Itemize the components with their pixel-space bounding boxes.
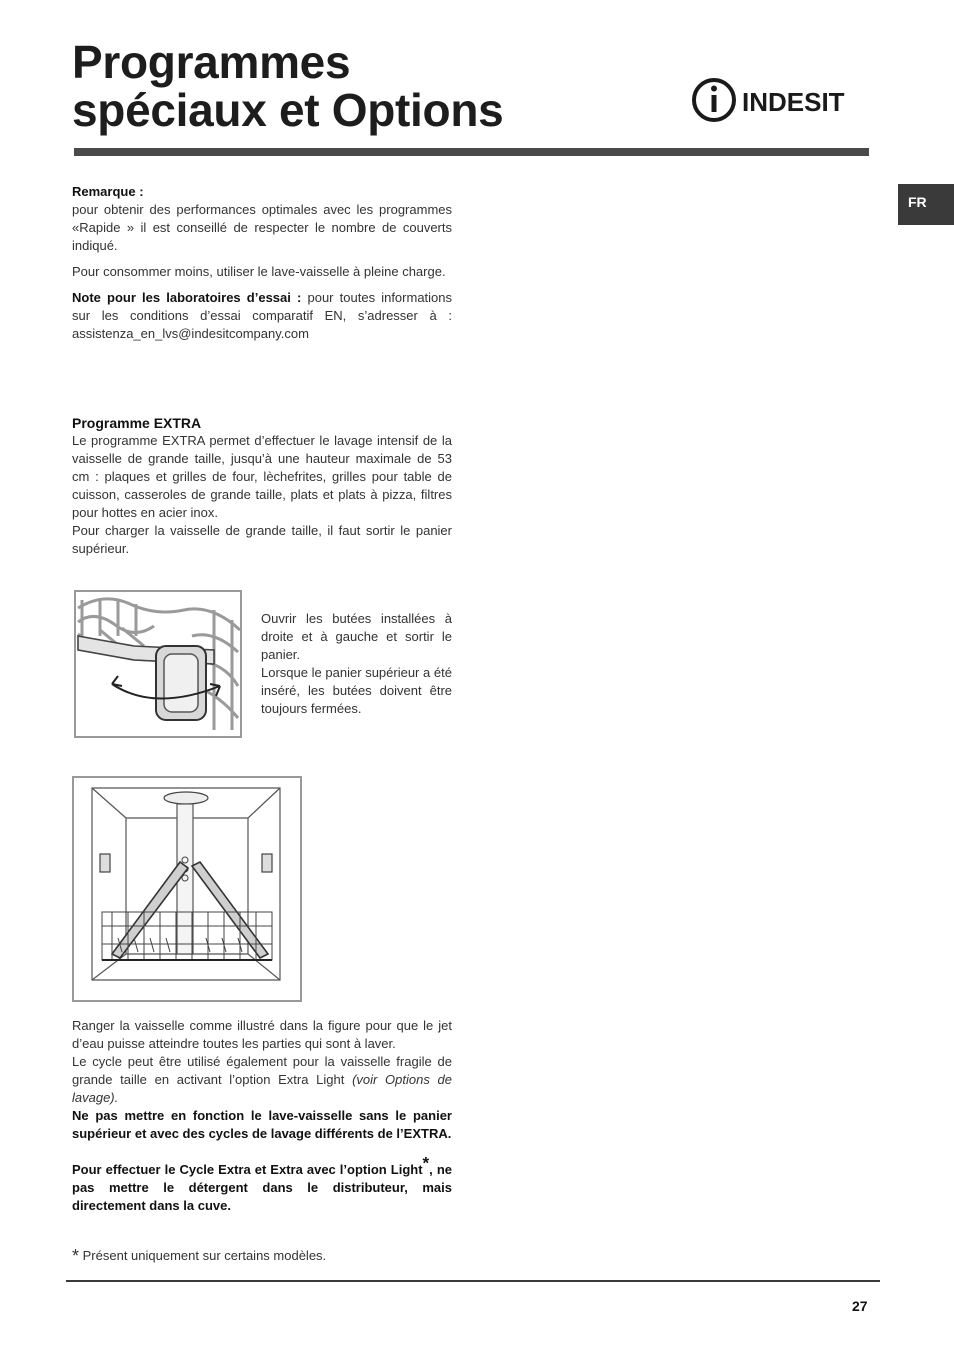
bottom-rule [66, 1280, 880, 1282]
loading-paragraph-2 [72, 1053, 452, 1107]
extra-section [72, 414, 452, 558]
extra-paragraph-1: Le programme EXTRA permet d’effectuer le lavage intensif de la vaisselle de grande taille, jusqu’à une hauteur maximale de 53 cm : plaques et grilles de four, lèchefrites, grilles pour table de cuisson, casseroles de grande taille, plats et plats à pizza, filtres pour hottes en acier inox. [72, 433, 452, 520]
page-title-line2: spéciaux et Options [72, 84, 504, 136]
remarks-paragraph-1: pour obtenir des performances optimales avec les programmes «Rapide » il est conseillé de respecter le nombre de couverts indiqué. [72, 202, 452, 253]
remarks-section [72, 183, 452, 343]
footnote [72, 1246, 326, 1267]
loading-paragraph-2-text: Le cycle peut être utilisé également pour la vaisselle fragile de grande taille en activant l’option Extra Light [72, 1054, 452, 1087]
extra-heading: Programme EXTRA [72, 415, 202, 431]
language-tab: FR [898, 184, 954, 225]
brand-text: INDESIT [742, 87, 845, 117]
page-title-line1: Programmes [72, 36, 351, 88]
footnote-text: Présent uniquement sur certains modèles. [82, 1248, 327, 1263]
detergent-note-asterisk: * [422, 1153, 430, 1173]
options-reference: (voir Options de lavage). [72, 1072, 452, 1105]
extra-paragraph-2: Pour charger la vaisselle de grande taille, il faut sortir le panier supérieur. [72, 523, 452, 556]
large-items-loading-illustration [72, 776, 302, 1002]
test-lab-note-label: Note pour les laboratoires d’essai : [72, 290, 302, 305]
title-rule [74, 148, 869, 156]
figure1-caption-1: Ouvrir les butées installées à droite et à gauche et sortir le panier. [261, 611, 452, 662]
detergent-note-part2: , ne pas mettre le détergent dans le distributeur, mais directement dans la cuve. [72, 1162, 452, 1213]
warning-text: Ne pas mettre en fonction le lave-vaisselle sans le panier supérieur et avec des cycles de lavage différents de l’EXTRA. [72, 1108, 452, 1141]
detergent-note [72, 1153, 452, 1215]
detergent-note-part1: Pour effectuer le Cycle Extra et Extra avec l’option Light [72, 1162, 423, 1177]
remarks-paragraph-2: Pour consommer moins, utiliser le lave-vaisselle à pleine charge. [72, 264, 446, 279]
remarks-heading: Remarque : [72, 184, 144, 199]
loading-instructions [72, 1017, 452, 1215]
basket-stop-illustration [74, 590, 242, 738]
footnote-asterisk: * [72, 1246, 80, 1266]
figure1-caption [261, 610, 452, 718]
test-lab-note-text: pour toutes informations sur les conditions d’essai comparatif EN, s’adresser à : assistenza_en_lvs@indesitcompany.com [72, 290, 453, 341]
test-lab-note [72, 289, 452, 343]
indesit-logo [692, 76, 868, 124]
figure1-caption-2: Lorsque le panier supérieur a été inséré, les butées doivent être toujours fermées. [261, 665, 452, 716]
page-number: 27 [852, 1298, 868, 1314]
loading-paragraph-1: Ranger la vaisselle comme illustré dans la figure pour que le jet d’eau puisse atteindre toutes les parties qui sont à laver. [72, 1018, 452, 1051]
page-title [72, 38, 503, 134]
